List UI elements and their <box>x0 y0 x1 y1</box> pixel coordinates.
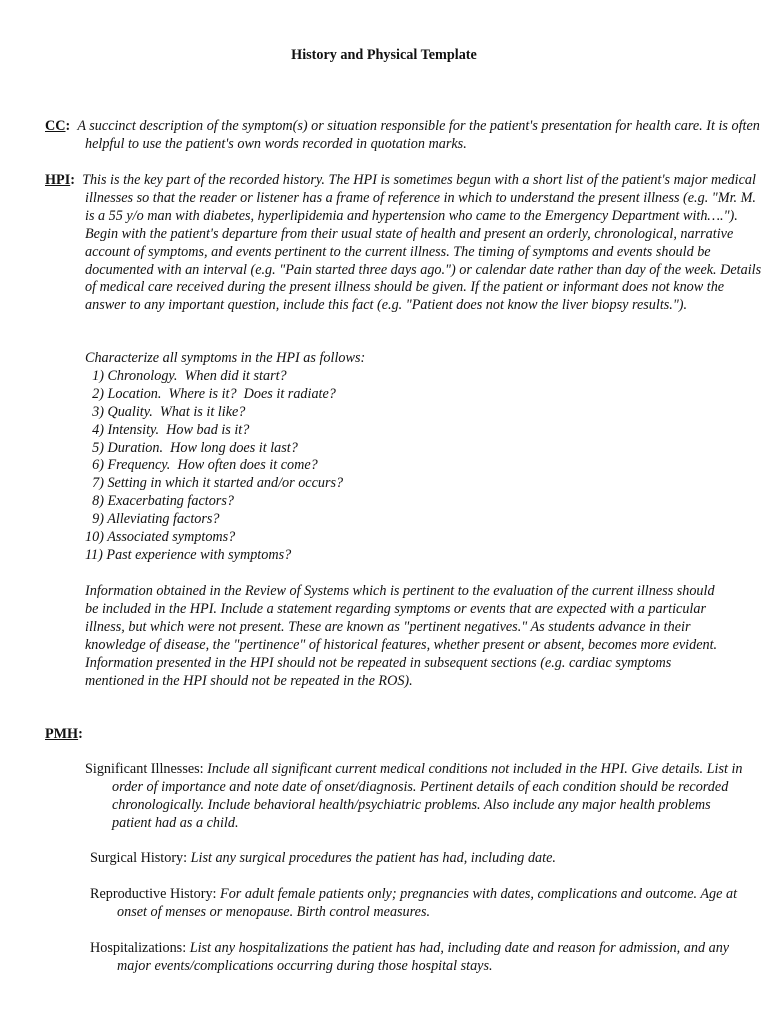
list-item: 2) Location. Where is it? Does it radiate? <box>85 385 336 402</box>
cc-section <box>45 118 765 154</box>
cc-colon: : <box>65 118 71 134</box>
pmh-item-label: Significant Illnesses: <box>85 761 208 777</box>
characterize-intro: Characterize all symptoms in the HPI as follows: <box>85 350 366 366</box>
cc-label: CC <box>45 118 66 134</box>
list-item: 6) Frequency. How often does it come? <box>85 457 318 474</box>
pmh-item-label: Reproductive History: <box>90 886 221 902</box>
list-item: 3) Quality. What is it like? <box>85 403 246 420</box>
pmh-heading <box>45 726 725 744</box>
list-item: 8) Exacerbating factors? <box>85 493 234 510</box>
pmh-item-text: Include all significant current medical conditions not included in the HPI. Give details. List in order of importance and note date of onset/diagnosis. Pertinent details of each condition should be recorded chronologically. Include behavioral health/psychiatric problems. Also include any major health problems patient had as a child. <box>112 761 743 831</box>
list-item: 9) Alleviating factors? <box>85 511 220 528</box>
pmh-hospitalizations <box>90 940 752 976</box>
list-item: 1) Chronology. When did it start? <box>85 367 287 384</box>
hpi-section <box>45 172 765 315</box>
cc-text: A succinct description of the symptom(s) or situation responsible for the patient's presentation for health care. It is often helpful to use the patient's own words recorded in quotation marks. <box>77 118 760 152</box>
pmh-significant-illnesses <box>85 761 752 833</box>
pmh-item-text: List any hospitalizations the patient has had, including date and reason for admission, and any major events/complications occurring during those hospital stays. <box>117 940 730 974</box>
list-item: 7) Setting in which it started and/or occurs? <box>85 475 344 492</box>
list-item: 5) Duration. How long does it last? <box>85 439 298 456</box>
list-item: 4) Intensity. How bad is it? <box>85 421 250 438</box>
pmh-surgical-history <box>90 850 752 868</box>
hpi-text: This is the key part of the recorded history. The HPI is sometimes begun with a short list of the patient's major medical illnesses so that the reader or listener has a frame of reference in which to understand the present illness (e.g. "Mr. M. is a 55 y/o man with diabetes, hyperlipidemia and hypertension who came to the Emergency Department with…."). Begin with the patient's departure from their usual state of health and present an orderly, chronological, narrative account of symptoms, and events pertinent to the current illness. The timing of symptoms and events should be documented with an interval (e.g. "Pain started three days ago.") or calendar date rather than day of the week. Details of medical care received during the present illness should be given. If the patient or informant does not know the answer to any important question, include this fact (e.g. "Patient does not know the liver biopsy results."). <box>82 172 762 314</box>
document-title: History and Physical Template <box>291 47 477 63</box>
hpi-colon: : <box>70 172 75 188</box>
pmh-item-text: List any surgical procedures the patient has had, including date. <box>190 850 556 866</box>
hpi-characterize-block <box>85 350 725 565</box>
pmh-colon: : <box>78 726 83 742</box>
pmh-reproductive-history <box>90 886 752 922</box>
list-item: 11) Past experience with symptoms? <box>85 546 292 563</box>
pmh-item-text: For adult female patients only; pregnancies with dates, complications and outcome. Age at onset of menses or menopause. Birth control measures. <box>117 886 738 920</box>
hpi-label: HPI <box>45 172 71 188</box>
pmh-item-label: Hospitalizations: <box>90 940 190 956</box>
pmh-label: PMH <box>45 726 79 742</box>
list-item: 10) Associated symptoms? <box>85 529 236 546</box>
pmh-item-label: Surgical History: <box>90 850 191 866</box>
hpi-ros-note: Information obtained in the Review of Systems which is pertinent to the evaluation of the current illness should be included in the HPI. Include a statement regarding symptoms or events that are expected with a particular illness, but which were not present. These are known as "pertinent negatives." As students advance in their knowledge of disease, the "pertinence" of historical features, whether present or absent, becomes more evident. Information presented in the HPI should not be repeated in subsequent sections (e.g. cardiac symptoms mentioned in the HPI should not be repeated in the ROS). <box>85 583 718 689</box>
